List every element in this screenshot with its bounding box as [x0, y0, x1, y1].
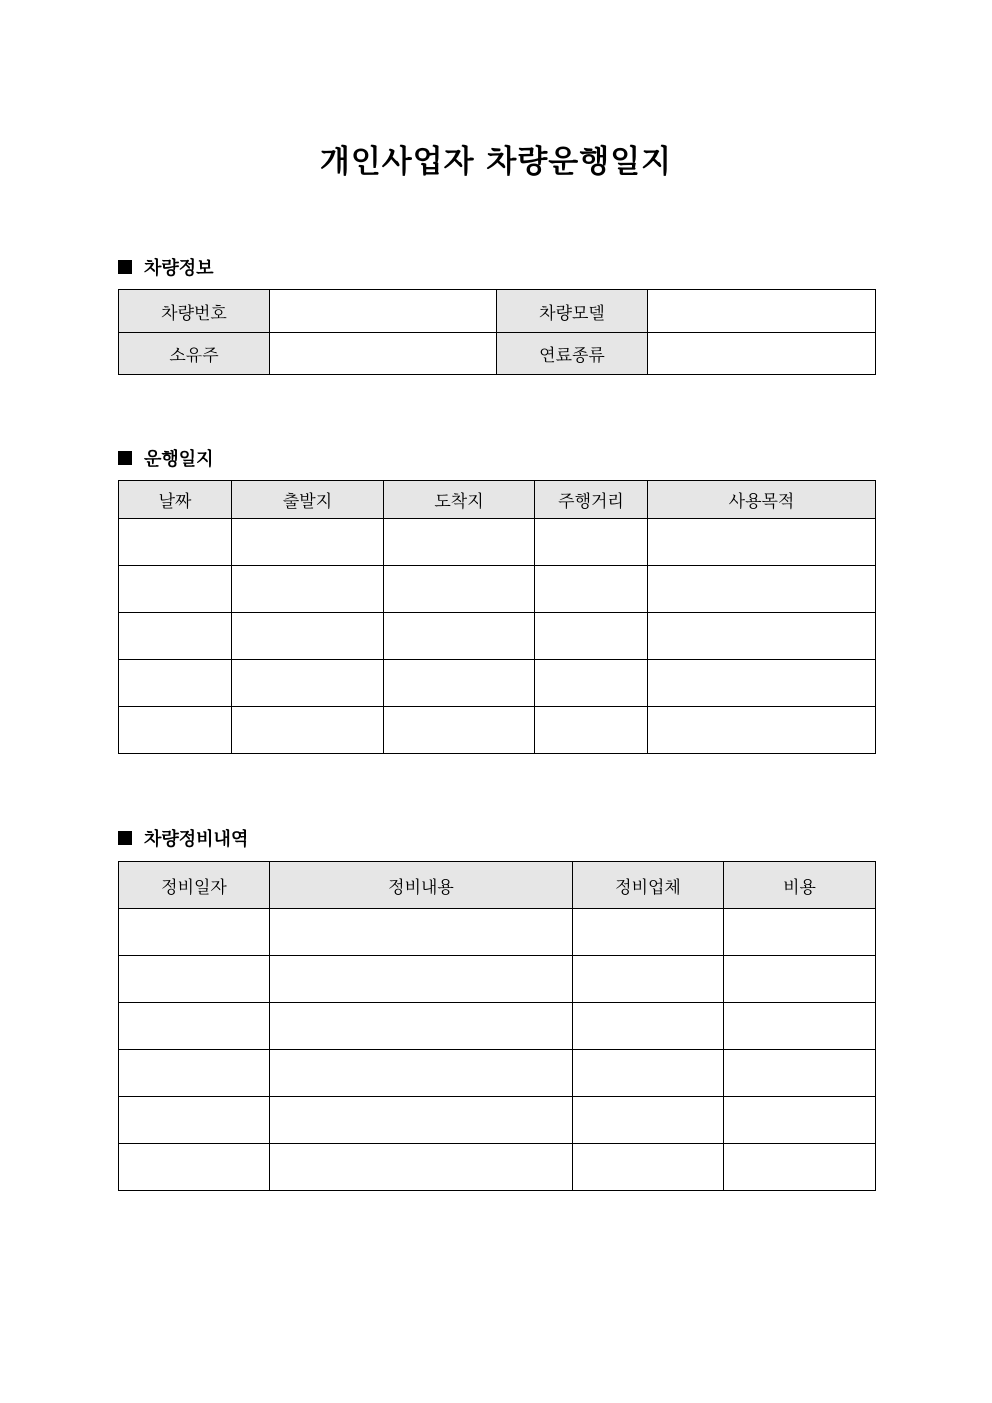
table-cell[interactable]: [119, 1144, 270, 1191]
section-heading: 운행일지: [144, 449, 214, 470]
table-cell[interactable]: [119, 566, 232, 613]
maintenance-table: [118, 861, 876, 1191]
column-header: 도착지: [384, 481, 535, 519]
table-cell[interactable]: [535, 613, 648, 660]
vehicle-info-table: [118, 289, 876, 375]
table-row: [119, 1144, 876, 1191]
label-owner: 소유주: [119, 333, 270, 375]
table-cell[interactable]: [119, 909, 270, 956]
table-cell[interactable]: [119, 956, 270, 1003]
column-header: 정비업체: [573, 862, 724, 909]
table-cell[interactable]: [232, 613, 384, 660]
table-row: [119, 613, 876, 660]
value-model[interactable]: [648, 290, 876, 333]
table-cell[interactable]: [535, 519, 648, 566]
value-owner[interactable]: [270, 333, 497, 375]
table-cell[interactable]: [648, 613, 876, 660]
table-cell[interactable]: [724, 1144, 876, 1191]
table-cell[interactable]: [573, 1097, 724, 1144]
square-bullet-icon: [118, 260, 132, 274]
label-fuel: 연료종류: [497, 333, 648, 375]
table-row: [119, 909, 876, 956]
table-cell[interactable]: [270, 1097, 573, 1144]
square-bullet-icon: [118, 831, 132, 845]
section-vehicle-info: [118, 254, 214, 280]
table-cell[interactable]: [119, 660, 232, 707]
column-header: 날짜: [119, 481, 232, 519]
table-cell[interactable]: [119, 519, 232, 566]
table-cell[interactable]: [535, 660, 648, 707]
table-row: [119, 1097, 876, 1144]
table-cell[interactable]: [270, 1144, 573, 1191]
table-cell[interactable]: [535, 707, 648, 754]
section-heading: 차량정보: [144, 258, 214, 279]
table-cell[interactable]: [270, 1003, 573, 1050]
table-cell[interactable]: [119, 1003, 270, 1050]
table-cell[interactable]: [648, 519, 876, 566]
table-cell[interactable]: [384, 660, 535, 707]
table-row: [119, 660, 876, 707]
table-row: [119, 956, 876, 1003]
table-cell[interactable]: [648, 660, 876, 707]
table-row: [119, 333, 876, 375]
table-cell[interactable]: [119, 707, 232, 754]
table-cell[interactable]: [270, 1050, 573, 1097]
section-driving-log: [118, 445, 214, 471]
table-cell[interactable]: [573, 956, 724, 1003]
column-header: 사용목적: [648, 481, 876, 519]
table-cell[interactable]: [384, 613, 535, 660]
value-fuel[interactable]: [648, 333, 876, 375]
column-header: 정비내용: [270, 862, 573, 909]
table-cell[interactable]: [535, 566, 648, 613]
table-cell[interactable]: [232, 519, 384, 566]
table-row: [119, 1050, 876, 1097]
table-cell[interactable]: [648, 566, 876, 613]
table-cell[interactable]: [724, 1003, 876, 1050]
table-row: [119, 707, 876, 754]
page-title: 개인사업자 차량운행일지: [319, 144, 673, 180]
table-cell[interactable]: [119, 1097, 270, 1144]
label-plate: 차량번호: [119, 290, 270, 333]
value-plate[interactable]: [270, 290, 497, 333]
table-cell[interactable]: [724, 1097, 876, 1144]
table-cell[interactable]: [724, 909, 876, 956]
column-header: 출발지: [232, 481, 384, 519]
table-cell[interactable]: [724, 1050, 876, 1097]
section-heading: 차량정비내역: [144, 829, 249, 850]
table-cell[interactable]: [384, 519, 535, 566]
driving-log-table: [118, 480, 876, 754]
table-cell[interactable]: [270, 956, 573, 1003]
table-cell[interactable]: [384, 707, 535, 754]
column-header: 정비일자: [119, 862, 270, 909]
table-cell[interactable]: [232, 707, 384, 754]
label-model: 차량모델: [497, 290, 648, 333]
table-cell[interactable]: [573, 1050, 724, 1097]
table-header-row: [119, 481, 876, 519]
table-cell[interactable]: [232, 660, 384, 707]
table-cell[interactable]: [384, 566, 535, 613]
column-header: 비용: [724, 862, 876, 909]
table-cell[interactable]: [119, 613, 232, 660]
table-cell[interactable]: [648, 707, 876, 754]
section-maintenance: [118, 825, 248, 851]
table-cell[interactable]: [573, 909, 724, 956]
table-cell[interactable]: [573, 1003, 724, 1050]
table-cell[interactable]: [119, 1050, 270, 1097]
table-cell[interactable]: [270, 909, 573, 956]
table-cell[interactable]: [573, 1144, 724, 1191]
table-row: [119, 519, 876, 566]
table-header-row: [119, 862, 876, 909]
table-row: [119, 1003, 876, 1050]
table-row: [119, 566, 876, 613]
table-cell[interactable]: [724, 956, 876, 1003]
table-row: [119, 290, 876, 333]
table-cell[interactable]: [232, 566, 384, 613]
square-bullet-icon: [118, 451, 132, 465]
column-header: 주행거리: [535, 481, 648, 519]
